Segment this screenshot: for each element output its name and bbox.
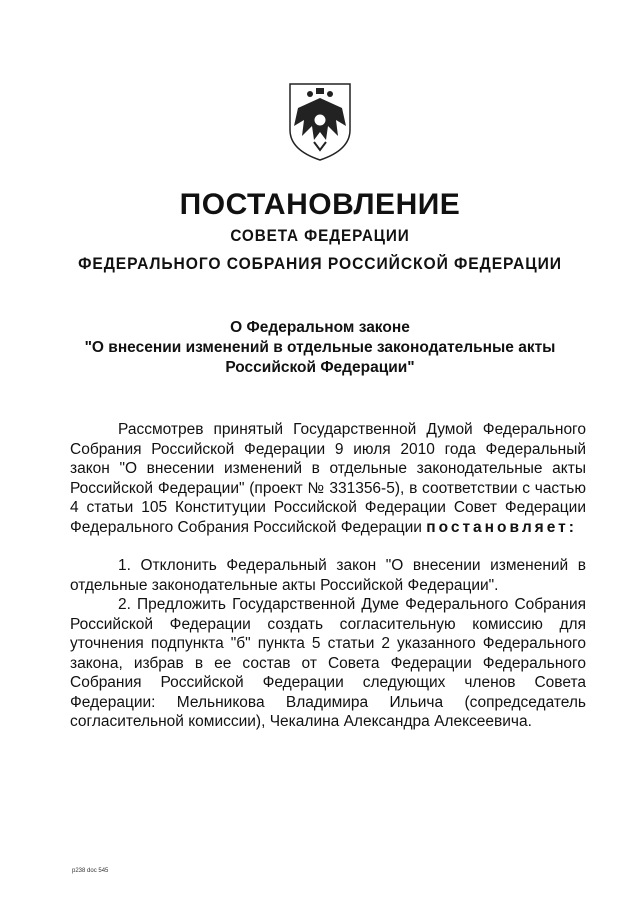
item-1-paragraph: 1. Отклонить Федеральный закон "О внесении изменений в отдельные законодательные акты Российской Федерации". (70, 557, 586, 594)
document-title: ПОСТАНОВЛЕНИЕ (179, 188, 461, 221)
law-title-line-2: "О внесении изменений в отдельные законодательные акты (84, 339, 556, 356)
coat-of-arms-emblem (278, 80, 362, 162)
issuer-line-1: СОВЕТА ФЕДЕРАЦИИ (230, 226, 410, 245)
resolution-body (70, 420, 586, 732)
preamble-paragraph (70, 420, 586, 537)
issuer-line-2: ФЕДЕРАЛЬНОГО СОБРАНИЯ РОССИЙСКОЙ ФЕДЕРАЦИИ (78, 254, 562, 273)
law-title-block (0, 318, 640, 378)
preamble-text: Рассмотрев принятый Государственной Думой Федерального Собрания Российской Федерации 9 июля 2010 года Федеральный закон "О внесении изменений в отдельные законодательные акты Российской Федерации" (проект № 331356-5), в соответствии с частью 4 статьи 105 Конституции Российской Федерации Совет Федерации Федерального Собрания Российской Федерации (70, 421, 586, 536)
law-title-line-3: Российской Федерации" (225, 359, 415, 376)
item-2-paragraph: 2. Предложить Государственной Думе Федерального Собрания Российской Федерации создать согласительную комиссию для уточнения подпункта "б" пункта 5 статьи 2 указанного Федерального закона, избрав в ее состав от Совета Федерации Федерального Собрания Российской Федерации следующих членов Совета Федерации: Мельникова Владимира Ильича (сопредседатель согласительной комиссии), Чекалина Александра Алексеевича. (70, 596, 586, 730)
document-reference: p238 doc 545 (72, 868, 109, 874)
resolves-word: постановляет: (426, 518, 577, 536)
law-title-line-1: О Федеральном законе (230, 319, 410, 336)
